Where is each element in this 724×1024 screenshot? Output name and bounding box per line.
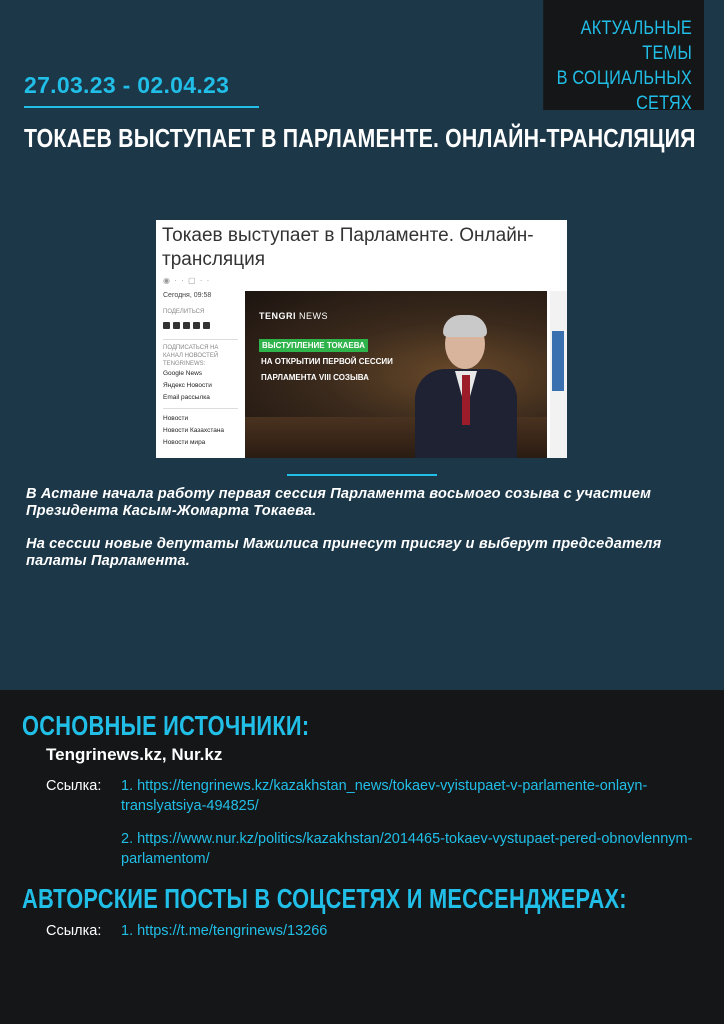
subscribe-item: Email рассылка [163,394,210,401]
source-sites: Tengrinews.kz, Nur.kz [46,745,223,764]
screenshot-time: Сегодня, 09:58 [163,292,212,299]
screenshot-title: Токаев выступает в Парламенте. Онлайн-трансляция [162,225,534,270]
nav-item: Новости [163,415,189,422]
section-divider [287,474,437,476]
badge-line: СЕТЯХ [636,93,692,114]
page-title: ТОКАЕВ ВЫСТУПАЕТ В ПАРЛАМЕНТЕ. ОНЛАЙН-ТРАНСЛЯЦИЯ [24,123,696,153]
nav-item: Новости Казахстана [163,427,225,434]
badge-line: В СОЦИАЛЬНЫХ [556,68,692,89]
speaker-figure [407,313,527,458]
subscribe-item: Яндекс Новости [163,382,212,389]
sources-heading: ОСНОВНЫЕ ИСТОЧНИКИ: [22,710,310,741]
views-comments-icon: ◉ · · ▢ · · [163,276,211,285]
divider [163,339,238,340]
lead-paragraph: В Астане начала работу первая сессия Парламента восьмого созыва с участием Президента Касым-Жомарта Токаева. [26,486,652,519]
nav-item: Новости мира [163,439,206,446]
topic-badge [543,0,704,114]
video-caption-line: НА ОТКРЫТИИ ПЕРВОЙ СЕССИИ [261,357,393,366]
source-link[interactable]: 1. https://tengrinews.kz/kazakhstan_news/tokaev-vyistupaet-v-parlamente-onlayn-translyatsiya-494825/ [121,778,648,814]
link-label: Ссылка: [46,778,102,794]
date-underline [24,106,259,108]
video-tag: ВЫСТУПЛЕНИЕ ТОКАЕВА [259,339,368,352]
lead-paragraph: На сессии новые депутаты Мажилиса принесут присягу и выберут председателя палаты Парламента. [26,536,662,569]
source-link[interactable]: 2. https://www.nur.kz/politics/kazakhstan/2014465-tokaev-vystupaet-pered-obnovlennym-parlamentom/ [121,831,693,867]
related-thumb [552,331,564,391]
share-icon [163,322,170,329]
subscribe-item: Google News [163,370,203,377]
related-strip [550,291,567,458]
subscribe-label: ПОДПИСАТЬСЯ НА КАНАЛ НОВОСТЕЙ TENGRINEWS: [163,345,219,367]
article-screenshot [156,220,567,458]
telegram-link[interactable]: 1. https://t.me/tengrinews/13266 [121,923,328,939]
video-frame [245,291,547,458]
share-icon [203,322,210,329]
share-icon [173,322,180,329]
date-range: 27.03.23 - 02.04.23 [24,72,230,98]
video-caption-line: ПАРЛАМЕНТА VIII СОЗЫВА [261,373,369,382]
tengri-news-logo: TENGRI NEWS [259,311,329,321]
share-icon [183,322,190,329]
share-icons [163,322,238,329]
author-posts-heading: АВТОРСКИЕ ПОСТЫ В СОЦСЕТЯХ И МЕССЕНДЖЕРАХ: [22,883,627,914]
link-label: Ссылка: [46,923,102,939]
screenshot-sidebar [163,308,238,449]
share-icon [193,322,200,329]
badge-line: АКТУАЛЬНЫЕ ТЕМЫ [580,18,692,64]
divider [163,408,238,409]
share-label: ПОДЕЛИТЬСЯ [163,309,205,315]
